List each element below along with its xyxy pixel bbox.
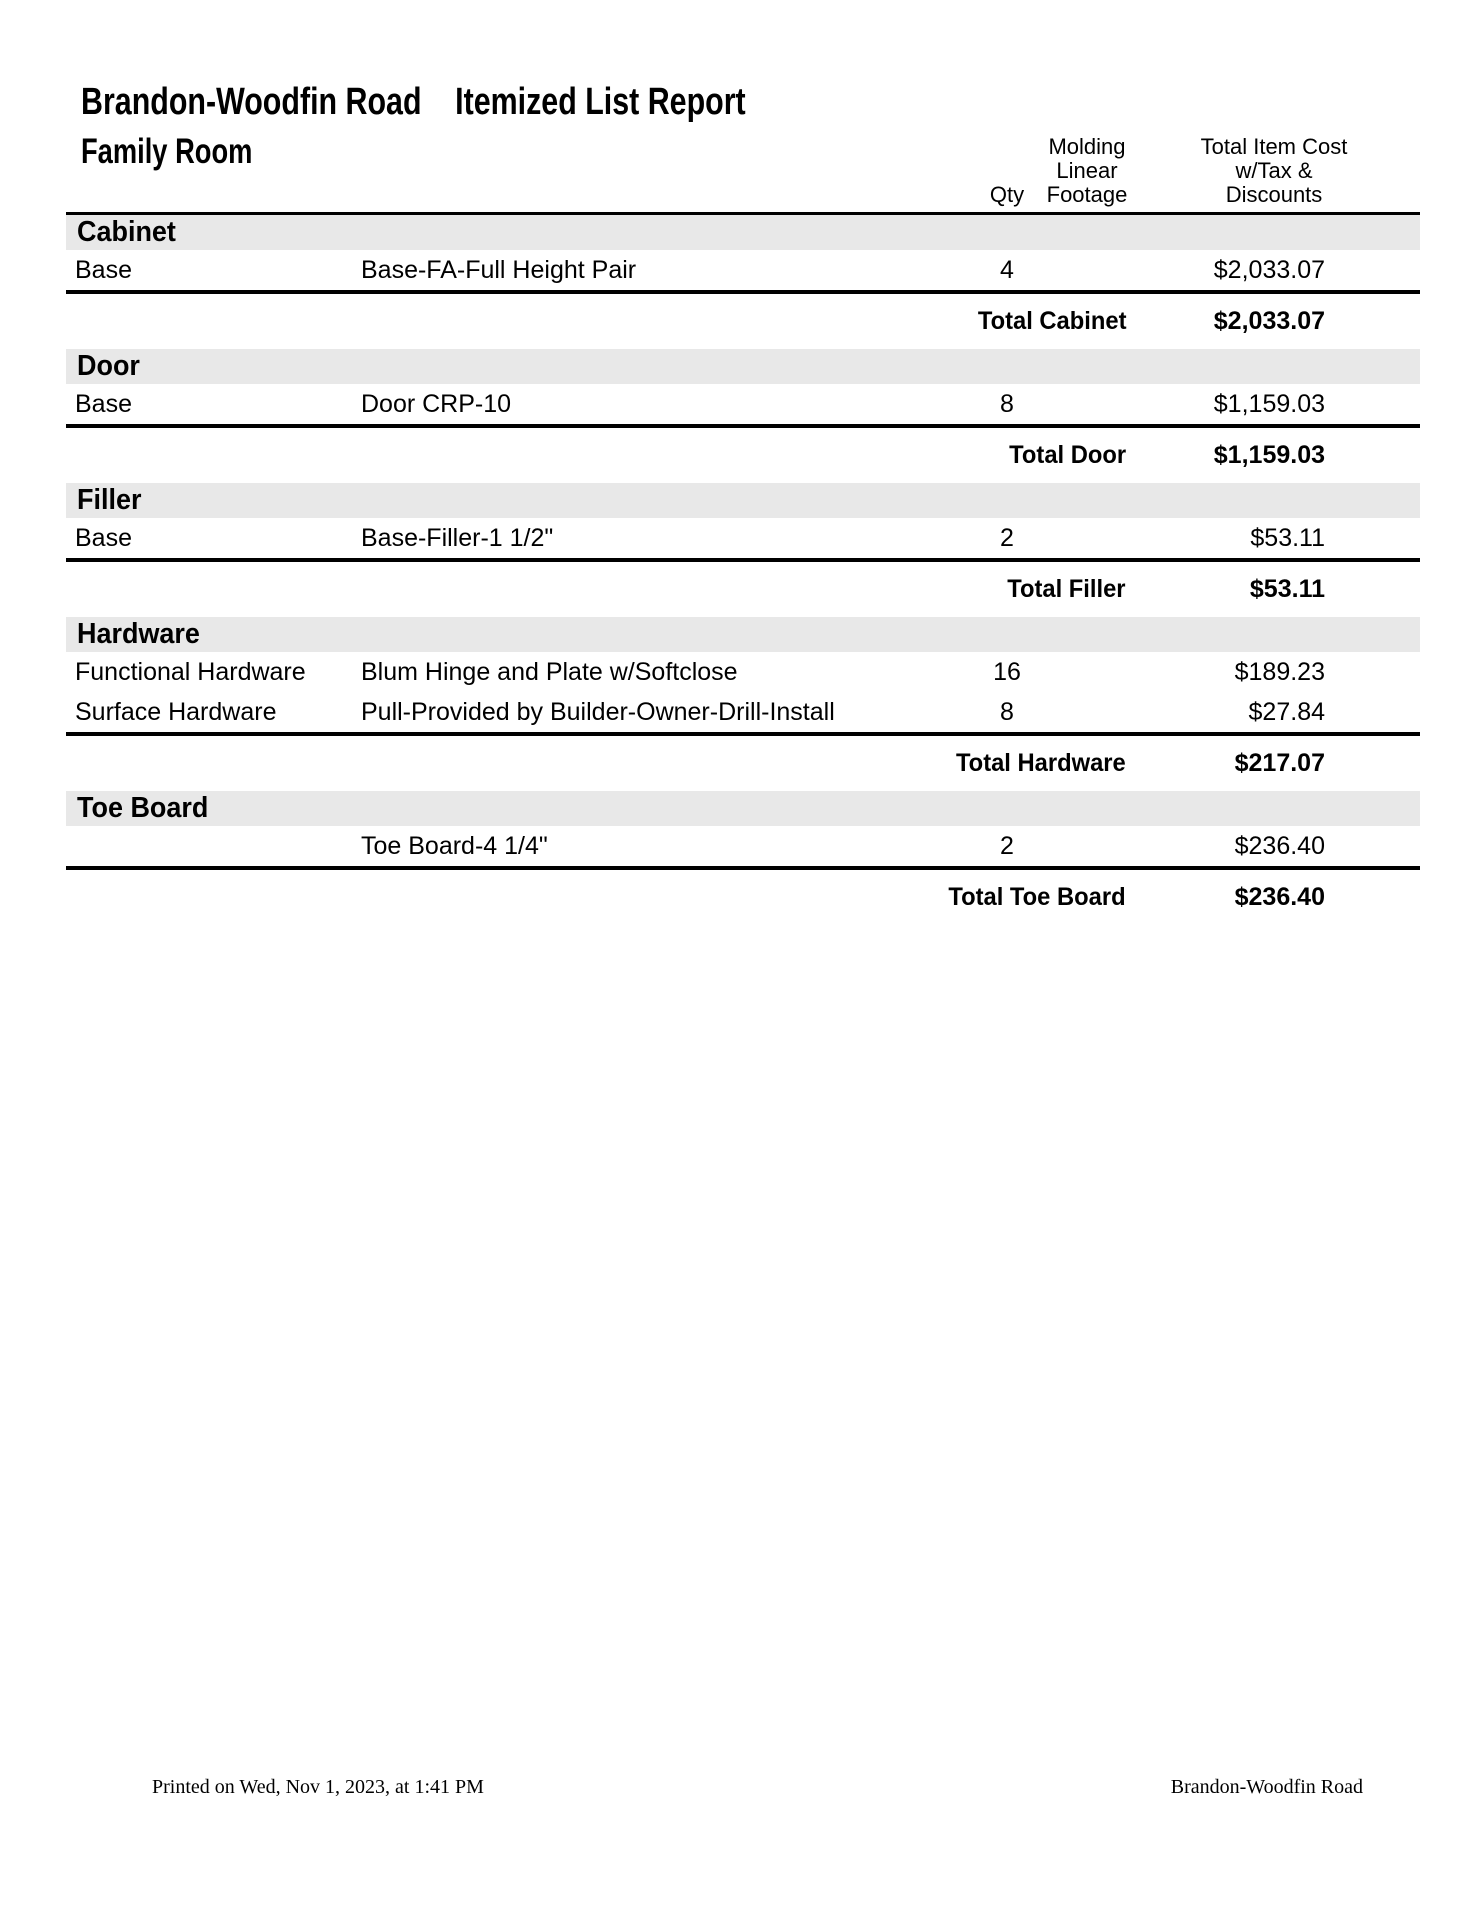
item-row — [66, 250, 1420, 290]
item-description: Base-Filler-1 1/2" — [361, 523, 554, 552]
section-total-value: $1,159.03 — [1213, 441, 1325, 469]
section-total-label: Total Door — [1009, 441, 1126, 469]
item-cost: $53.11 — [1250, 523, 1325, 552]
item-qty: 2 — [1000, 523, 1014, 552]
section-hardware — [66, 617, 1420, 791]
column-header-cost-line: w/Tax & Discounts — [1225, 158, 1323, 207]
section-total-row — [66, 428, 1420, 483]
item-category: Surface Hardware — [75, 697, 277, 726]
item-category: Base — [75, 523, 132, 552]
item-description: Base-FA-Full Height Pair — [361, 255, 637, 284]
item-qty: 2 — [1000, 831, 1014, 860]
column-header-total-cost — [1185, 135, 1363, 207]
item-row — [66, 692, 1420, 732]
section-total-row — [66, 562, 1420, 617]
item-qty: 4 — [1000, 255, 1014, 284]
item-cost: $189.23 — [1234, 657, 1325, 686]
item-qty: 8 — [1000, 697, 1014, 726]
section-header-bar — [66, 215, 1420, 250]
section-total-row — [66, 736, 1420, 791]
section-door — [66, 349, 1420, 483]
item-row — [66, 652, 1420, 692]
section-header-bar — [66, 349, 1420, 384]
item-row — [66, 518, 1420, 558]
section-title: Toe Board — [77, 792, 209, 824]
footer-project-name: Brandon-Woodfin Road — [1170, 1776, 1363, 1798]
section-total-value: $217.07 — [1234, 749, 1325, 777]
table-header — [66, 121, 1420, 215]
section-total-value: $53.11 — [1249, 575, 1325, 603]
item-cost: $1,159.03 — [1213, 389, 1325, 418]
project-name: Brandon-Woodfin Road — [81, 81, 422, 123]
item-row — [66, 826, 1420, 866]
report-name: Itemized List Report — [455, 81, 746, 123]
item-category: Functional Hardware — [75, 657, 306, 686]
section-title: Filler — [77, 484, 142, 516]
section-header-bar — [66, 617, 1420, 652]
section-total-row — [66, 870, 1420, 925]
column-header-cost-line: Total Item Cost — [1200, 134, 1348, 159]
section-total-value: $2,033.07 — [1213, 307, 1325, 335]
item-description: Toe Board-4 1/4" — [361, 831, 548, 860]
column-header-qty: Qty — [989, 182, 1025, 207]
column-header-molding-line: Footage — [1046, 182, 1128, 207]
section-title: Cabinet — [77, 216, 176, 248]
section-title: Door — [77, 350, 140, 382]
column-header-molding — [1037, 135, 1137, 207]
item-qty: 8 — [1000, 389, 1014, 418]
item-description: Blum Hinge and Plate w/Softclose — [361, 657, 738, 686]
item-qty: 16 — [993, 657, 1021, 686]
item-cost: $27.84 — [1248, 697, 1325, 726]
column-header-molding-line: Molding — [1048, 134, 1126, 159]
section-header-bar — [66, 483, 1420, 518]
item-description: Door CRP-10 — [361, 389, 512, 418]
report-content — [66, 0, 1420, 925]
section-toe-board — [66, 791, 1420, 925]
item-category: Base — [75, 255, 132, 284]
section-total-label: Total Filler — [1007, 575, 1126, 603]
section-cabinet — [66, 215, 1420, 349]
column-header-molding-line: Linear — [1056, 158, 1118, 183]
section-total-row — [66, 294, 1420, 349]
section-total-label: Total Hardware — [956, 749, 1126, 777]
item-row — [66, 384, 1420, 424]
section-filler — [66, 483, 1420, 617]
section-total-value: $236.40 — [1234, 883, 1325, 911]
footer-printed-timestamp: Printed on Wed, Nov 1, 2023, at 1:41 PM — [152, 1776, 484, 1798]
section-total-label: Total Cabinet — [977, 307, 1126, 335]
item-cost: $2,033.07 — [1213, 255, 1325, 284]
room-title: Family Room — [81, 132, 253, 171]
item-category: Base — [75, 389, 132, 418]
section-header-bar — [66, 791, 1420, 826]
item-description: Pull-Provided by Builder-Owner-Drill-Install — [361, 697, 835, 726]
section-title: Hardware — [77, 618, 200, 650]
report-title — [81, 83, 1152, 121]
item-cost: $236.40 — [1234, 831, 1325, 860]
section-total-label: Total Toe Board — [948, 883, 1126, 911]
